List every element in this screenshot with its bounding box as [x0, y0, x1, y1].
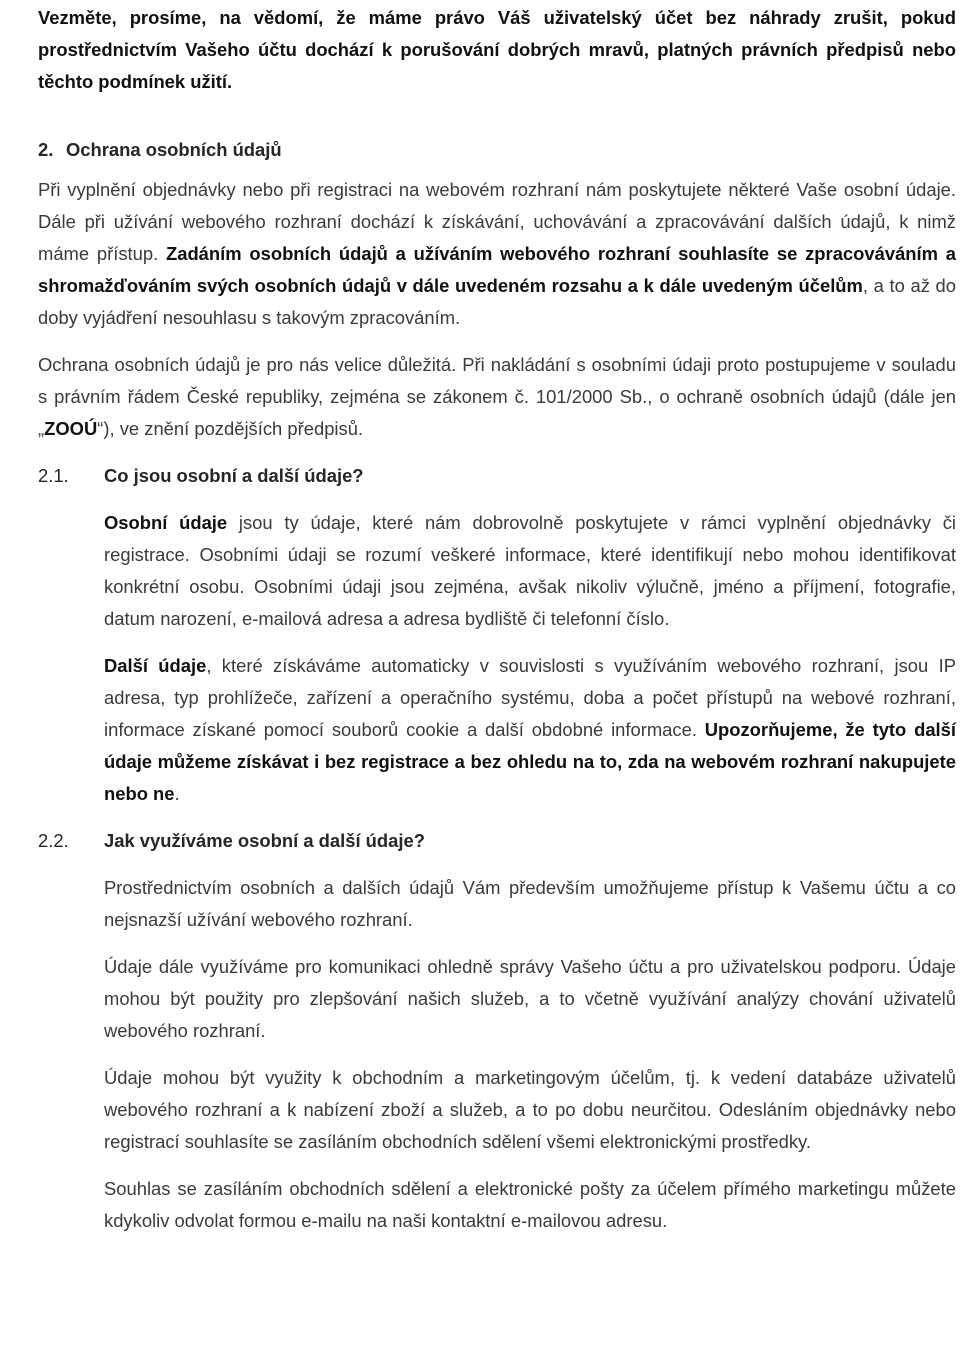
subsection-number: 2.2. [38, 830, 69, 851]
subsection-2-1-heading [38, 460, 956, 492]
section-2-paragraph-2: Ochrana osobních údajů je pro nás velice důležitá. Při nakládání s osobními údaji proto postupujeme v souladu s právním řádem České republiky, zejména se zákonem č. 101/2000 Sb., o ochraně osobních údajů (dále jen „ZOOÚ“), ve znění pozdějších předpisů. [38, 354, 956, 439]
subsection-2-2-paragraph-3: Údaje mohou být využity k obchodním a marketingovým účelům, tj. k vedení databáze uživatelů webového rozhraní a k nabízení zboží a služeb, a to po dobu neurčitou. Odesláním objednávky nebo registrací souhlasíte se zasíláním obchodních sdělení všemi elektronickými prostředky. [104, 1067, 956, 1152]
subsection-2-2-paragraph-2: Údaje dále využíváme pro komunikaci ohledně správy Vašeho účtu a pro uživatelskou podporu. Údaje mohou být použity pro zlepšování našich služeb, a to včetně využívání analýzy chování uživatelů webového rozhraní. [104, 956, 956, 1041]
subsection-2-2-heading [38, 825, 956, 857]
subsection-number: 2.1. [38, 465, 69, 486]
section-title: Ochrana osobních údajů [66, 139, 282, 160]
subsection-2-2-paragraph-4: Souhlas se zasíláním obchodních sdělení a elektronické pošty za účelem přímého marketingu můžete kdykoliv odvolat formou e-mailu na naši kontaktní e-mailovou adresu. [104, 1178, 956, 1231]
subsection-title: Jak využíváme osobní a další údaje? [104, 830, 425, 851]
subsection-title: Co jsou osobní a další údaje? [104, 465, 364, 486]
subsection-2-1-paragraph-1: Osobní údaje jsou ty údaje, které nám dobrovolně poskytujete v rámci vyplnění objednávky či registrace. Osobními údaji se rozumí veškeré informace, které identifikují nebo mohou identifikovat konkrétní osobu. Osobními údaji jsou zejména, avšak nikoliv výlučně, jméno a příjmení, fotografie, datum narození, e-mailová adresa a adresa bydliště či telefonní číslo. [104, 512, 956, 629]
section-number: 2. [38, 139, 54, 160]
subsection-2-2-paragraph-1: Prostřednictvím osobních a dalších údajů Vám především umožňujeme přístup k Vašemu účtu a co nejsnazší užívání webového rozhraní. [104, 877, 956, 930]
section-2-paragraph-1: Při vyplnění objednávky nebo při registraci na webovém rozhraní nám poskytujete některé Vaše osobní údaje. Dále při užívání webového rozhraní dochází k získávání, uchovávání a zpracovávání dalších údajů, k nimž máme přístup. Zadáním osobních údajů a užíváním webového rozhraní souhlasíte se zpracováváním a shromažďováním svých osobních údajů v dále uvedeném rozsahu a k dále uvedeným účelům, a to až do doby vyjádření nesouhlasu s takovým zpracováním. [38, 179, 956, 328]
document-page [38, 0, 956, 1237]
subsection-2-1-paragraph-2: Další údaje, které získáváme automaticky v souvislosti s využíváním webového rozhraní, jsou IP adresa, typ prohlížeče, zařízení a operačního systému, doba a počet přístupů na webové rozhraní, informace získané pomocí souborů cookie a další obdobné informace. Upozorňujeme, že tyto další údaje můžeme získávat i bez registrace a bez ohledu na to, zda na webovém rozhraní nakupujete nebo ne. [104, 655, 956, 804]
section-2-heading [38, 134, 956, 166]
intro-paragraph: Vezměte, prosíme, na vědomí, že máme právo Váš uživatelský účet bez náhrady zrušit, pokud prostřednictvím Vašeho účtu dochází k porušování dobrých mravů, platných právních předpisů nebo těchto podmínek užití. [38, 7, 956, 92]
